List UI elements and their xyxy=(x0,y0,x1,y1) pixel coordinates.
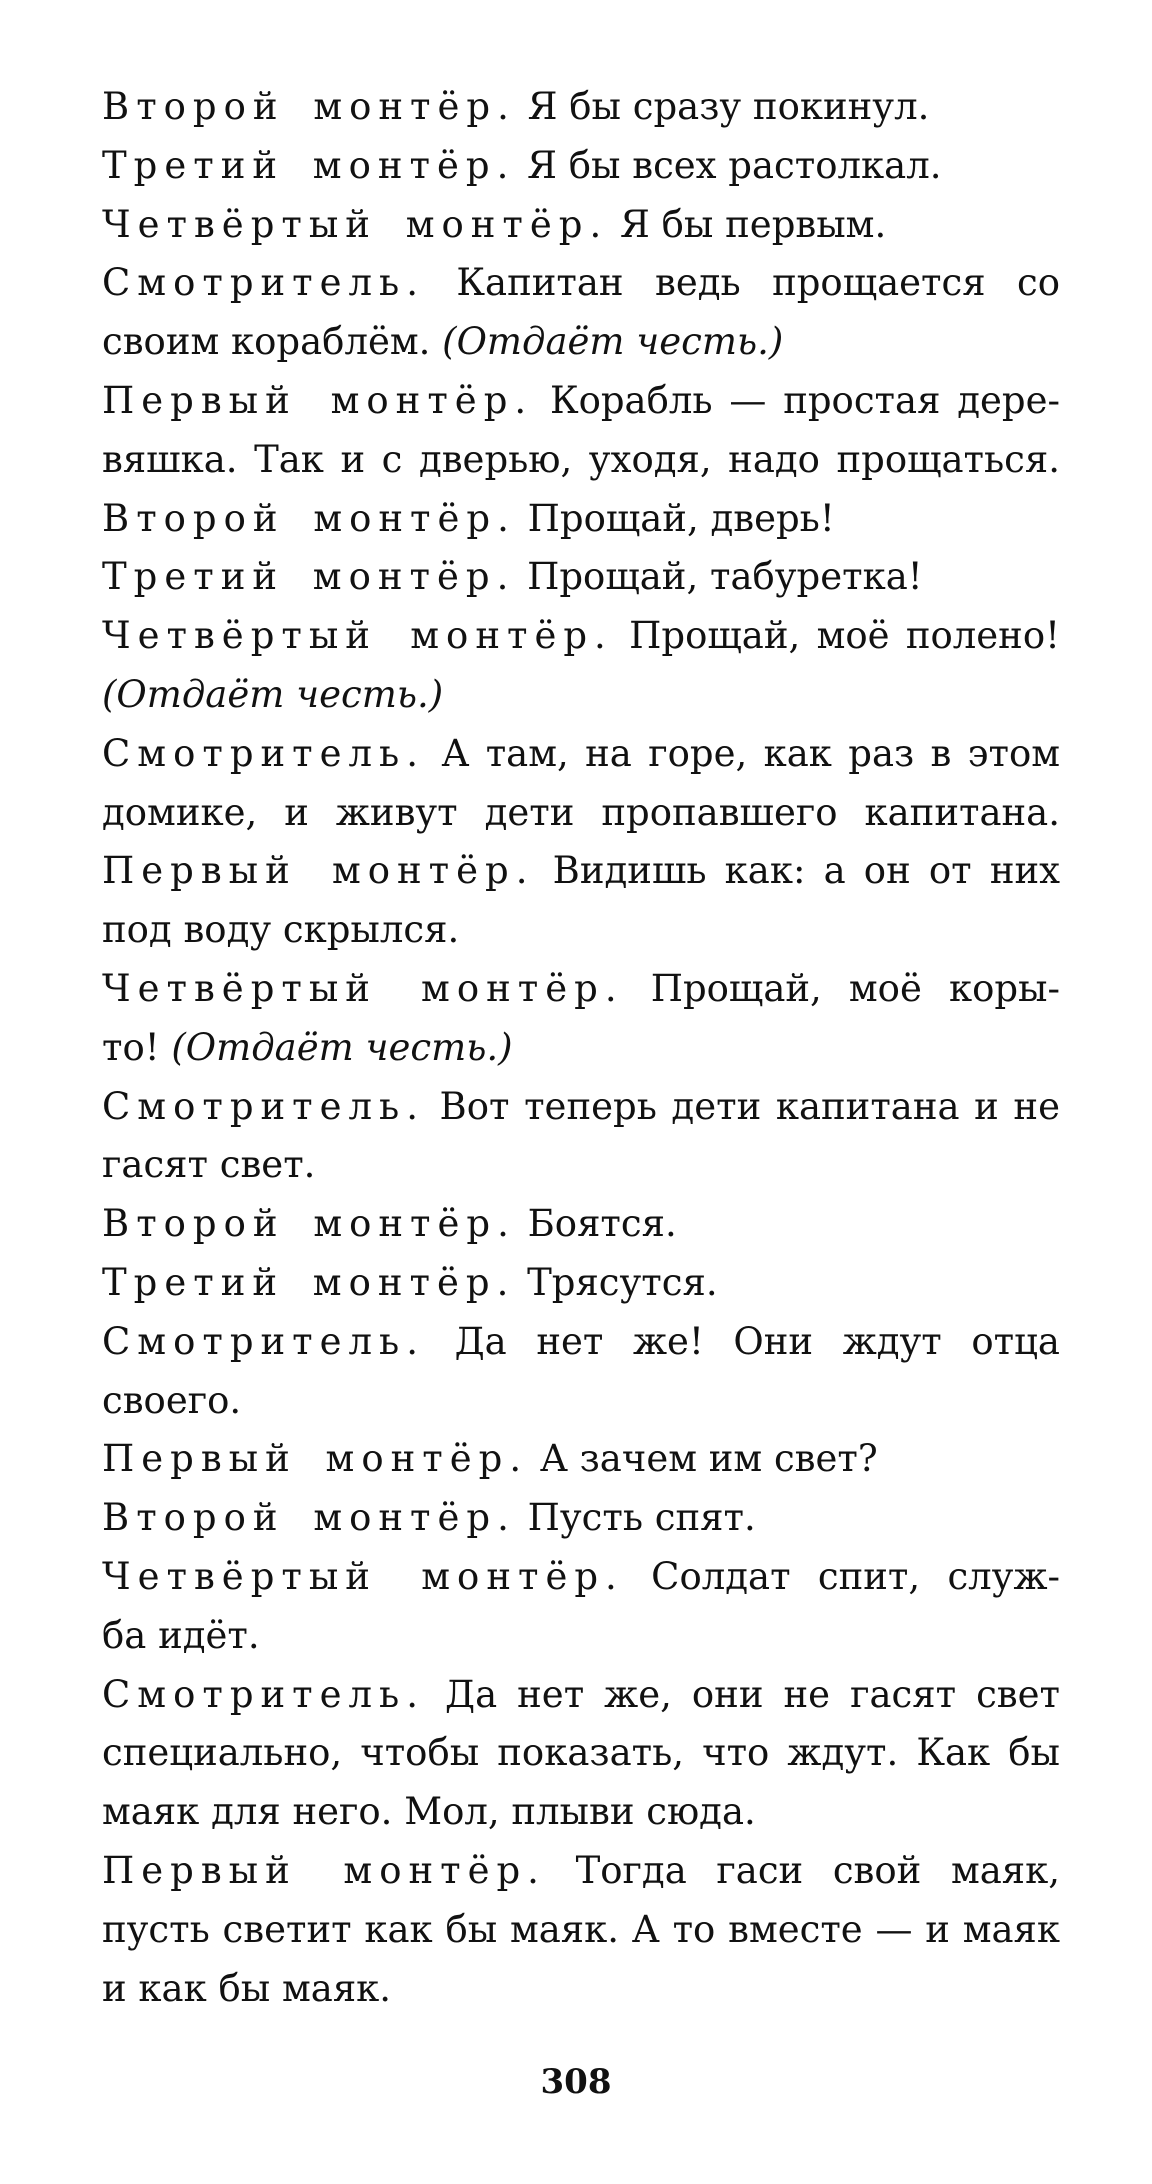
text-line xyxy=(102,1078,1060,1137)
line-text: Прощай, табуретка! xyxy=(515,555,923,599)
line-text: ба идёт. xyxy=(102,1613,260,1657)
speaker-name: Смотритель. xyxy=(102,261,425,305)
page-text xyxy=(102,78,1060,2018)
stage-direction: (Отдаёт честь.) xyxy=(442,320,784,364)
text-line xyxy=(102,1195,1060,1254)
line-text: Прощай, моё полено! xyxy=(612,614,1060,658)
text-line xyxy=(102,1372,1060,1431)
line-text: А зачем им свет? xyxy=(528,1437,878,1481)
line-text: Да нет же, они не гасят свет xyxy=(424,1672,1060,1716)
speaker-name: Смотритель. xyxy=(102,1084,425,1128)
text-line xyxy=(102,1901,1060,1960)
line-text: Капитан ведь прощается со xyxy=(424,261,1060,305)
speaker-name: Второй монтёр. xyxy=(102,1496,516,1540)
speaker-name: Первый монтёр. xyxy=(102,1848,546,1892)
speaker-name: Смотритель. xyxy=(102,1672,425,1716)
text-line xyxy=(102,78,1060,137)
speaker-name: Четвёртый монтёр. xyxy=(102,614,613,658)
line-text: то! xyxy=(102,1025,172,1069)
text-line xyxy=(102,1724,1060,1783)
line-text: Вот теперь дети капитана и не xyxy=(424,1084,1060,1128)
speaker-name: Второй монтёр. xyxy=(102,1202,516,1246)
stage-direction: (Отдаёт честь.) xyxy=(171,1025,513,1069)
page-number: 308 xyxy=(540,2062,612,2102)
text-line xyxy=(102,431,1060,490)
text-line xyxy=(102,1842,1060,1901)
text-line xyxy=(102,196,1060,255)
text-line xyxy=(102,1136,1060,1195)
speaker-name: Четвёртый монтёр. xyxy=(102,966,624,1010)
text-line xyxy=(102,666,1060,725)
text-line xyxy=(102,372,1060,431)
line-text: Я бы всех растолкал. xyxy=(515,143,942,187)
text-line xyxy=(102,254,1060,313)
text-line xyxy=(102,1254,1060,1313)
line-text: Прощай, дверь! xyxy=(515,496,835,540)
line-text: Трясутся. xyxy=(515,1260,718,1304)
line-text: Я бы первым. xyxy=(608,202,887,246)
speaker-name: Второй монтёр. xyxy=(102,85,516,128)
text-line xyxy=(102,548,1060,607)
line-text: своего. xyxy=(102,1378,242,1422)
line-text: своим кораблём. xyxy=(102,320,443,364)
text-line xyxy=(102,1313,1060,1372)
text-line xyxy=(102,960,1060,1019)
line-text: Тогда гаси свой маяк, xyxy=(545,1848,1061,1892)
text-line xyxy=(102,784,1060,843)
speaker-name: Второй монтёр. xyxy=(102,496,516,540)
text-line xyxy=(102,607,1060,666)
text-line xyxy=(102,842,1060,901)
text-line xyxy=(102,1430,1060,1489)
line-text: пусть светит как бы маяк. А то вместе — и маяк xyxy=(102,1907,1060,1951)
speaker-name: Третий монтёр. xyxy=(102,1260,516,1304)
text-line xyxy=(102,1783,1060,1842)
line-text: домике, и живут дети пропавшего капитана. xyxy=(102,790,1060,834)
line-text: и как бы маяк. xyxy=(102,1966,392,2010)
text-line xyxy=(102,137,1060,196)
text-line xyxy=(102,1666,1060,1725)
line-text: специально, чтобы показать, что ждут. Как бы xyxy=(102,1731,1060,1775)
text-line xyxy=(102,313,1060,372)
stage-direction: (Отдаёт честь.) xyxy=(102,672,444,716)
line-text: гасят свет. xyxy=(102,1143,316,1187)
line-text: Прощай, моё коры- xyxy=(623,966,1060,1010)
line-text: Солдат спит, служ- xyxy=(623,1554,1060,1598)
speaker-name: Четвёртый монтёр. xyxy=(102,1554,624,1598)
line-text: Боятся. xyxy=(515,1202,677,1246)
line-text: Пусть спят. xyxy=(515,1496,756,1540)
speaker-name: Первый монтёр. xyxy=(102,1437,529,1481)
speaker-name: Смотритель. xyxy=(102,731,425,775)
line-text: маяк для него. Мол, плыви сюда. xyxy=(102,1790,756,1834)
line-text: Я бы сразу покинул. xyxy=(515,85,930,128)
line-text: Да нет же! Они ждут отца xyxy=(424,1319,1060,1363)
text-line xyxy=(102,490,1060,549)
text-line xyxy=(102,901,1060,960)
line-text: под воду скрылся. xyxy=(102,908,460,952)
speaker-name: Четвёртый монтёр. xyxy=(102,202,609,246)
text-line xyxy=(102,1019,1060,1078)
line-text: А там, на горе, как раз в этом xyxy=(424,731,1060,775)
line-text: вяшка. Так и с дверью, уходя, надо прощаться. xyxy=(102,437,1060,481)
speaker-name: Первый монтёр. xyxy=(102,849,535,893)
text-line xyxy=(102,1548,1060,1607)
text-line xyxy=(102,1489,1060,1548)
speaker-name: Смотритель. xyxy=(102,1319,425,1363)
line-text: Корабль — простая дере- xyxy=(533,378,1060,422)
text-line xyxy=(102,1960,1060,2019)
line-text: Видишь как: а он от них xyxy=(534,849,1061,893)
text-line xyxy=(102,1607,1060,1666)
text-line xyxy=(102,725,1060,784)
speaker-name: Третий монтёр. xyxy=(102,143,516,187)
speaker-name: Третий монтёр. xyxy=(102,555,516,599)
speaker-name: Первый монтёр. xyxy=(102,378,534,422)
